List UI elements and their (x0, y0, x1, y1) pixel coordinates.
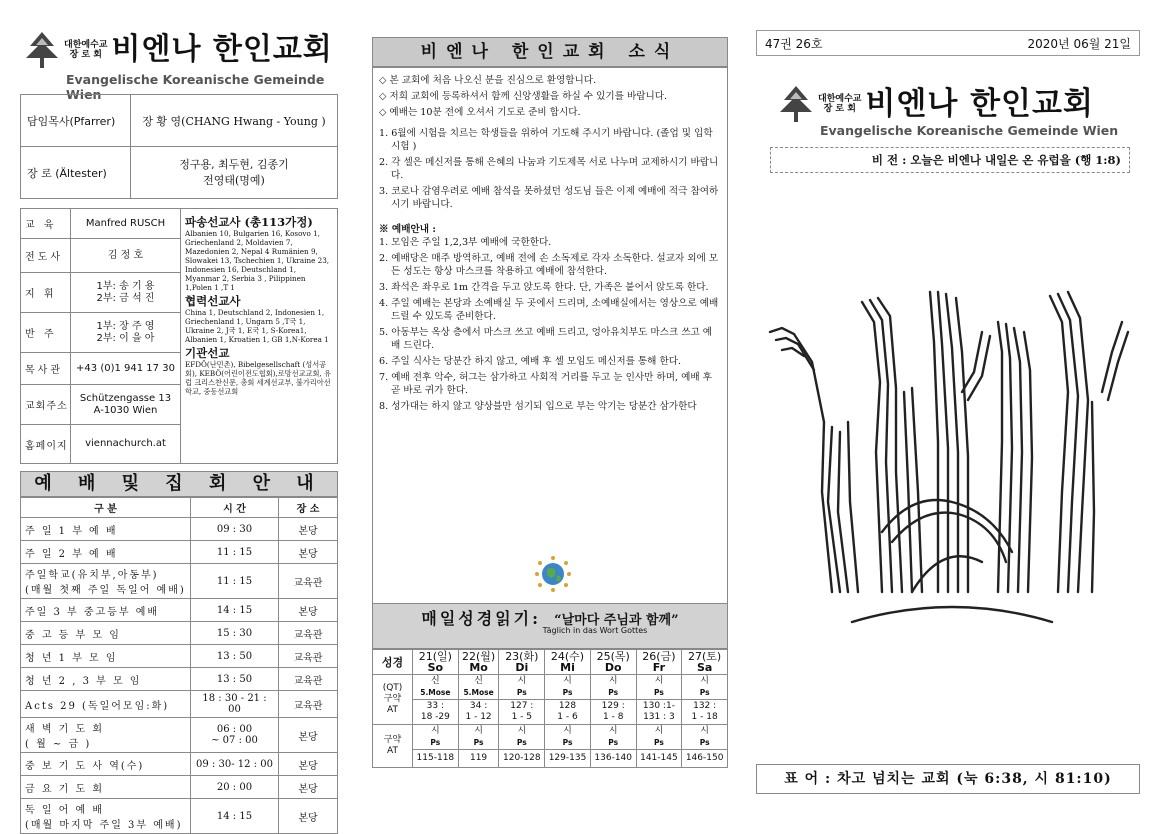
bible-label: 성경 (373, 650, 413, 675)
schedule-time: 14 : 15 (191, 799, 279, 834)
schedule-event: 주일 3 부 중고등부 예배 (21, 599, 191, 622)
bible-day: 24(수) Mi (545, 650, 591, 675)
qt-book: 시 Ps (590, 675, 636, 700)
staff-row: 목사관 +43 (0)1 941 17 30 (21, 353, 180, 385)
logo-denomination: 대한예수교 장 로 회 (64, 40, 108, 60)
staff-row: 반 주 1부: 장 주 영 2부: 이 을 아 (21, 313, 180, 353)
schedule-row (21, 541, 338, 564)
ot-book: 시 Ps (545, 725, 591, 750)
qt-book: 시 Ps (636, 675, 682, 700)
church-emblem-icon (774, 84, 818, 124)
elder-label: 장 로 (Ältester) (21, 147, 131, 199)
missions-text: Albanien 10, Bulgarien 16, Kosovo 1, Griechenland 2, Moldavien 7, Mazedonien 2, Nepal 4 Rumänien 9, Slowakei 13, Tschechien 1, Ukraine 23, Indonesien 16, Deutschland 1, Myanmar 2, Serbia 3 , Pilippinen 1,Polen 1 ,T 1 (185, 229, 330, 292)
schedule-header: 시 간 (191, 498, 279, 518)
qt-book: 시 Ps (545, 675, 591, 700)
middle-panel (372, 30, 728, 800)
staff-row: 전도사 김 정 호 (21, 239, 180, 273)
church-vision: 비 전 : 오늘은 비엔나 내일은 온 유럽을 (행 1:8) (770, 147, 1130, 173)
schedule-title: 예 배 및 집 회 안 내 (20, 471, 338, 497)
schedule-header: 구 분 (21, 498, 191, 518)
ot-book: 시 Ps (413, 725, 459, 750)
schedule-place: 교육관 (279, 645, 338, 668)
schedule-row (21, 799, 338, 834)
schedule-row (21, 691, 338, 718)
bible-day: 21(일) So (413, 650, 459, 675)
ot-ref: 129-135 (545, 750, 591, 768)
schedule-place: 교육관 (279, 622, 338, 645)
schedule-row (21, 776, 338, 799)
homepage-link[interactable]: viennachurch.at (85, 438, 166, 449)
globe-people-icon (533, 554, 573, 594)
news-line: 4. 주일 예배는 본당과 소예배실 두 곳에서 드리며, 소예배실에서는 영상으로 예배드릴 수 있도록 준비한다. (379, 298, 719, 322)
logo-denomination: 대한예수교 장 로 회 (818, 94, 862, 114)
staff-row: 교회주소 Schützengasse 13 A-1030 Wien (21, 385, 180, 425)
bible-title-label: 매일성경읽기: (421, 609, 542, 628)
bible-motto-german: Täglich in das Wort Gottes (542, 626, 648, 635)
schedule-place: 교육관 (279, 564, 338, 599)
worship-figures-illustration (762, 292, 1132, 642)
schedule-time: 14 : 15 (191, 599, 279, 622)
bible-qt-refs-row (373, 700, 728, 725)
logo-church-name: 비엔나 한인교회 (865, 86, 1094, 122)
news-line: 2. 각 셀은 메신저를 통해 은혜의 나눔과 기도제목 서로 나누며 교제하시기 바랍니다. (379, 157, 719, 181)
schedule-header: 장 소 (279, 498, 338, 518)
schedule-event: 새 벽 기 도 회 ( 월 ~ 금 ) (21, 718, 191, 753)
news-line: 5. 아동부는 옥상 층에서 마스크 쓰고 예배 드리고, 엉아유치부도 마스크 쓰고 예배 드린다. (379, 327, 713, 351)
news-line: 3. 코로나 감염우려로 예배 참석을 못하셨던 성도님 들은 이제 예배에 적극 참여하시기 바랍니다. (379, 186, 719, 210)
news-line: ◇ 예배는 10분 전에 오셔서 기도로 준비 합시다. (379, 107, 581, 118)
missions-heading: 기관선교 (185, 346, 230, 360)
pastor-label: 담임목사(Pfarrer) (21, 95, 131, 146)
church-motto: 표 어 : 차고 넘치는 교회 (눅 6:38, 시 81:10) (756, 764, 1140, 794)
schedule-event: Acts 29 (독일어모임:화) (21, 691, 191, 718)
ot-book: 시 Ps (636, 725, 682, 750)
schedule-place: 본당 (279, 518, 338, 541)
schedule-time: 11 : 15 (191, 541, 279, 564)
news-line: 1. 모임은 주일 1,2,3부 예배에 국한한다. (379, 237, 552, 248)
schedule-row (21, 718, 338, 753)
ot-book: 시 Ps (590, 725, 636, 750)
ot-ref: 120-128 (499, 750, 545, 768)
bible-day: 22(월) Mo (458, 650, 499, 675)
missions-heading: 협력선교사 (185, 294, 241, 308)
staff-missions-box (20, 208, 338, 464)
qt-book: 시 Ps (682, 675, 728, 700)
left-panel (20, 30, 338, 831)
qt-book: 신 5.Mose (413, 675, 459, 700)
schedule-event: 금 요 기 도 회 (21, 776, 191, 799)
schedule-time: 09 : 30 (191, 518, 279, 541)
schedule-time: 18 : 30 - 21 : 00 (191, 691, 279, 718)
volume-number: 47권 26호 (765, 36, 823, 51)
bible-qt-books-row (373, 675, 728, 700)
ot-ref: 119 (458, 750, 499, 768)
bible-day: 27(토) Sa (682, 650, 728, 675)
elder-value: 정구용, 최두현, 김종기 전영태(명예) (179, 158, 289, 187)
ot-ref: 136-140 (590, 750, 636, 768)
missions-heading: 파송선교사 (총113가정) (185, 215, 313, 229)
ot-book: 시 Ps (499, 725, 545, 750)
missions-text: EFDÖ(난민촌), Bibelgesellschaft (성서공회), KEBÖ(어린이전도협회),로망선교교회, 유럽 크리스찬신문, 총회 세계선교부, 불가리아선학교, 중동선교회 (185, 360, 331, 396)
schedule-time: 09 : 30- 12 : 00 (191, 753, 279, 776)
schedule-time: 15 : 30 (191, 622, 279, 645)
ot-label: 구약 AT (373, 725, 413, 768)
schedule-table (20, 497, 338, 834)
schedule-place: 교육관 (279, 668, 338, 691)
schedule-row (21, 753, 338, 776)
schedule-row (21, 518, 338, 541)
intro-list (379, 74, 721, 119)
bible-days-row (373, 650, 728, 675)
ot-ref: 141-145 (636, 750, 682, 768)
schedule-header-row (21, 498, 338, 518)
schedule-place: 본당 (279, 718, 338, 753)
schedule-place: 본당 (279, 599, 338, 622)
news-line: 7. 예배 전후 악수, 허그는 삼가하고 사회적 거리를 두고 눈 인사만 하며, 예배 후 곧 바로 귀가 한다. (379, 372, 712, 396)
qt-ref: 128 1 - 6 (545, 700, 591, 725)
schedule-event: 청 년 1 부 모 임 (21, 645, 191, 668)
schedule-event: 주 일 2 부 예 배 (21, 541, 191, 564)
news-line: 1. 6월에 시험을 치르는 학생들을 위하여 기도해 주시기 바랍니다. (졸업 및 입학시험 ) (379, 128, 713, 152)
staff-row: 지 휘 1부: 송 기 용 2부: 금 석 진 (21, 273, 180, 313)
schedule-row (21, 645, 338, 668)
staff-row: 교 육 Manfred RUSCH (21, 209, 180, 239)
qt-ref: 34 : 1 - 12 (458, 700, 499, 725)
ot-ref: 146-150 (682, 750, 728, 768)
news-line: ◇ 본 교회에 처음 나오신 분을 진심으로 환영합니다. (379, 75, 597, 86)
right-panel (756, 30, 1140, 800)
issue-date: 2020년 06월 21일 (1027, 36, 1131, 51)
guide-list (379, 236, 721, 413)
qt-book: 시 Ps (499, 675, 545, 700)
church-logo (20, 30, 338, 70)
qt-ref: 132 : 1 - 18 (682, 700, 728, 725)
news-items (379, 127, 721, 211)
staff-row: 홈페이지 viennachurch.at (21, 425, 180, 463)
ot-book: 시 Ps (682, 725, 728, 750)
news-line: ◇ 저희 교회에 등록하셔서 함께 신앙생활을 하실 수 있기를 바랍니다. (379, 91, 668, 102)
leaders-box (20, 94, 338, 199)
bible-day: 23(화) Di (499, 650, 545, 675)
bible-day: 26(금) Fr (636, 650, 682, 675)
bible-table (372, 649, 728, 768)
logo-church-name: 비엔나 한인교회 (111, 32, 333, 67)
bible-motto: “날마다 주님과 함께” (554, 613, 679, 628)
schedule-time: 13 : 50 (191, 645, 279, 668)
bible-reading-title (372, 603, 728, 649)
qt-ref: 127 : 1 - 5 (499, 700, 545, 725)
schedule-row (21, 622, 338, 645)
bible-ot-books-row (373, 725, 728, 750)
schedule-event: 독 일 어 예 배 (매월 마지막 주일 3부 예배) (21, 799, 191, 834)
schedule-time: 11 : 15 (191, 564, 279, 599)
church-logo-right (774, 84, 1094, 124)
guide-title: ※ 예배안내 : (379, 224, 436, 235)
issue-bar (756, 30, 1140, 56)
schedule-row (21, 668, 338, 691)
pastor-value: 장 황 영(CHANG Hwang - Young ) (142, 114, 326, 128)
church-emblem-icon (20, 30, 64, 70)
qt-book: 신 5.Mose (458, 675, 499, 700)
schedule-row (21, 564, 338, 599)
missions-list (181, 209, 337, 463)
logo-german-name: Evangelische Koreanische Gemeinde Wien (66, 72, 325, 102)
ot-book: 시 Ps (458, 725, 499, 750)
schedule-event: 주일학교(유치부,아동부) (매월 첫째 주일 독일어 예배) (21, 564, 191, 599)
news-line: 3. 좌석은 좌우로 1m 간격을 두고 앉도록 한다. 단, 가족은 붙어서 앉도록 한다. (379, 282, 709, 293)
news-title: 비엔나 한인교회 소식 (372, 37, 728, 67)
news-line: 8. 성가대는 하지 않고 양상블만 섬기되 입으로 부는 악기는 당분간 삼가한다 (379, 401, 697, 412)
schedule-time: 20 : 00 (191, 776, 279, 799)
missions-text: China 1, Deutschland 2, Indonesien 1, Griechenland 1, Ungarn 5 ,T국 1, Ukraine 2, J국 1, E국 1, S-Korea1, Albanien 1, Kroatien 1, GB 1,N-Korea 1 (185, 308, 329, 344)
bible-ot-refs-row (373, 750, 728, 768)
schedule-event: 중 보 기 도 사 역(수) (21, 753, 191, 776)
ot-ref: 115-118 (413, 750, 459, 768)
schedule-time: 06 : 00 ~ 07 : 00 (191, 718, 279, 753)
logo-german-name: Evangelische Koreanische Gemeinde Wien (820, 123, 1119, 138)
schedule-place: 본당 (279, 776, 338, 799)
schedule-event: 주 일 1 부 예 배 (21, 518, 191, 541)
schedule-time: 13 : 50 (191, 668, 279, 691)
qt-label: (QT) 구약 AT (373, 675, 413, 725)
qt-ref: 130 :1- 131 : 3 (636, 700, 682, 725)
staff-list (21, 209, 181, 463)
schedule-place: 본당 (279, 541, 338, 564)
qt-ref: 33 : 18 -29 (413, 700, 459, 725)
schedule-place: 본당 (279, 753, 338, 776)
news-line: 2. 예배당은 매주 방역하고, 예배 전에 손 소독제로 각자 소독한다. 설교자 외에 모든 성도는 항상 마스크를 착용하고 예배에 참석한다. (379, 253, 719, 277)
bible-day: 25(목) Do (590, 650, 636, 675)
schedule-place: 본당 (279, 799, 338, 834)
schedule-event: 중 고 등 부 모 임 (21, 622, 191, 645)
qt-ref: 129 : 1 - 8 (590, 700, 636, 725)
schedule-place: 교육관 (279, 691, 338, 718)
news-box (372, 67, 728, 612)
schedule-event: 청 년 2 , 3 부 모 임 (21, 668, 191, 691)
news-line: 6. 주일 식사는 당분간 하지 않고, 예배 후 셀 모임도 메신저를 통해 한다. (379, 356, 682, 367)
schedule-row (21, 599, 338, 622)
